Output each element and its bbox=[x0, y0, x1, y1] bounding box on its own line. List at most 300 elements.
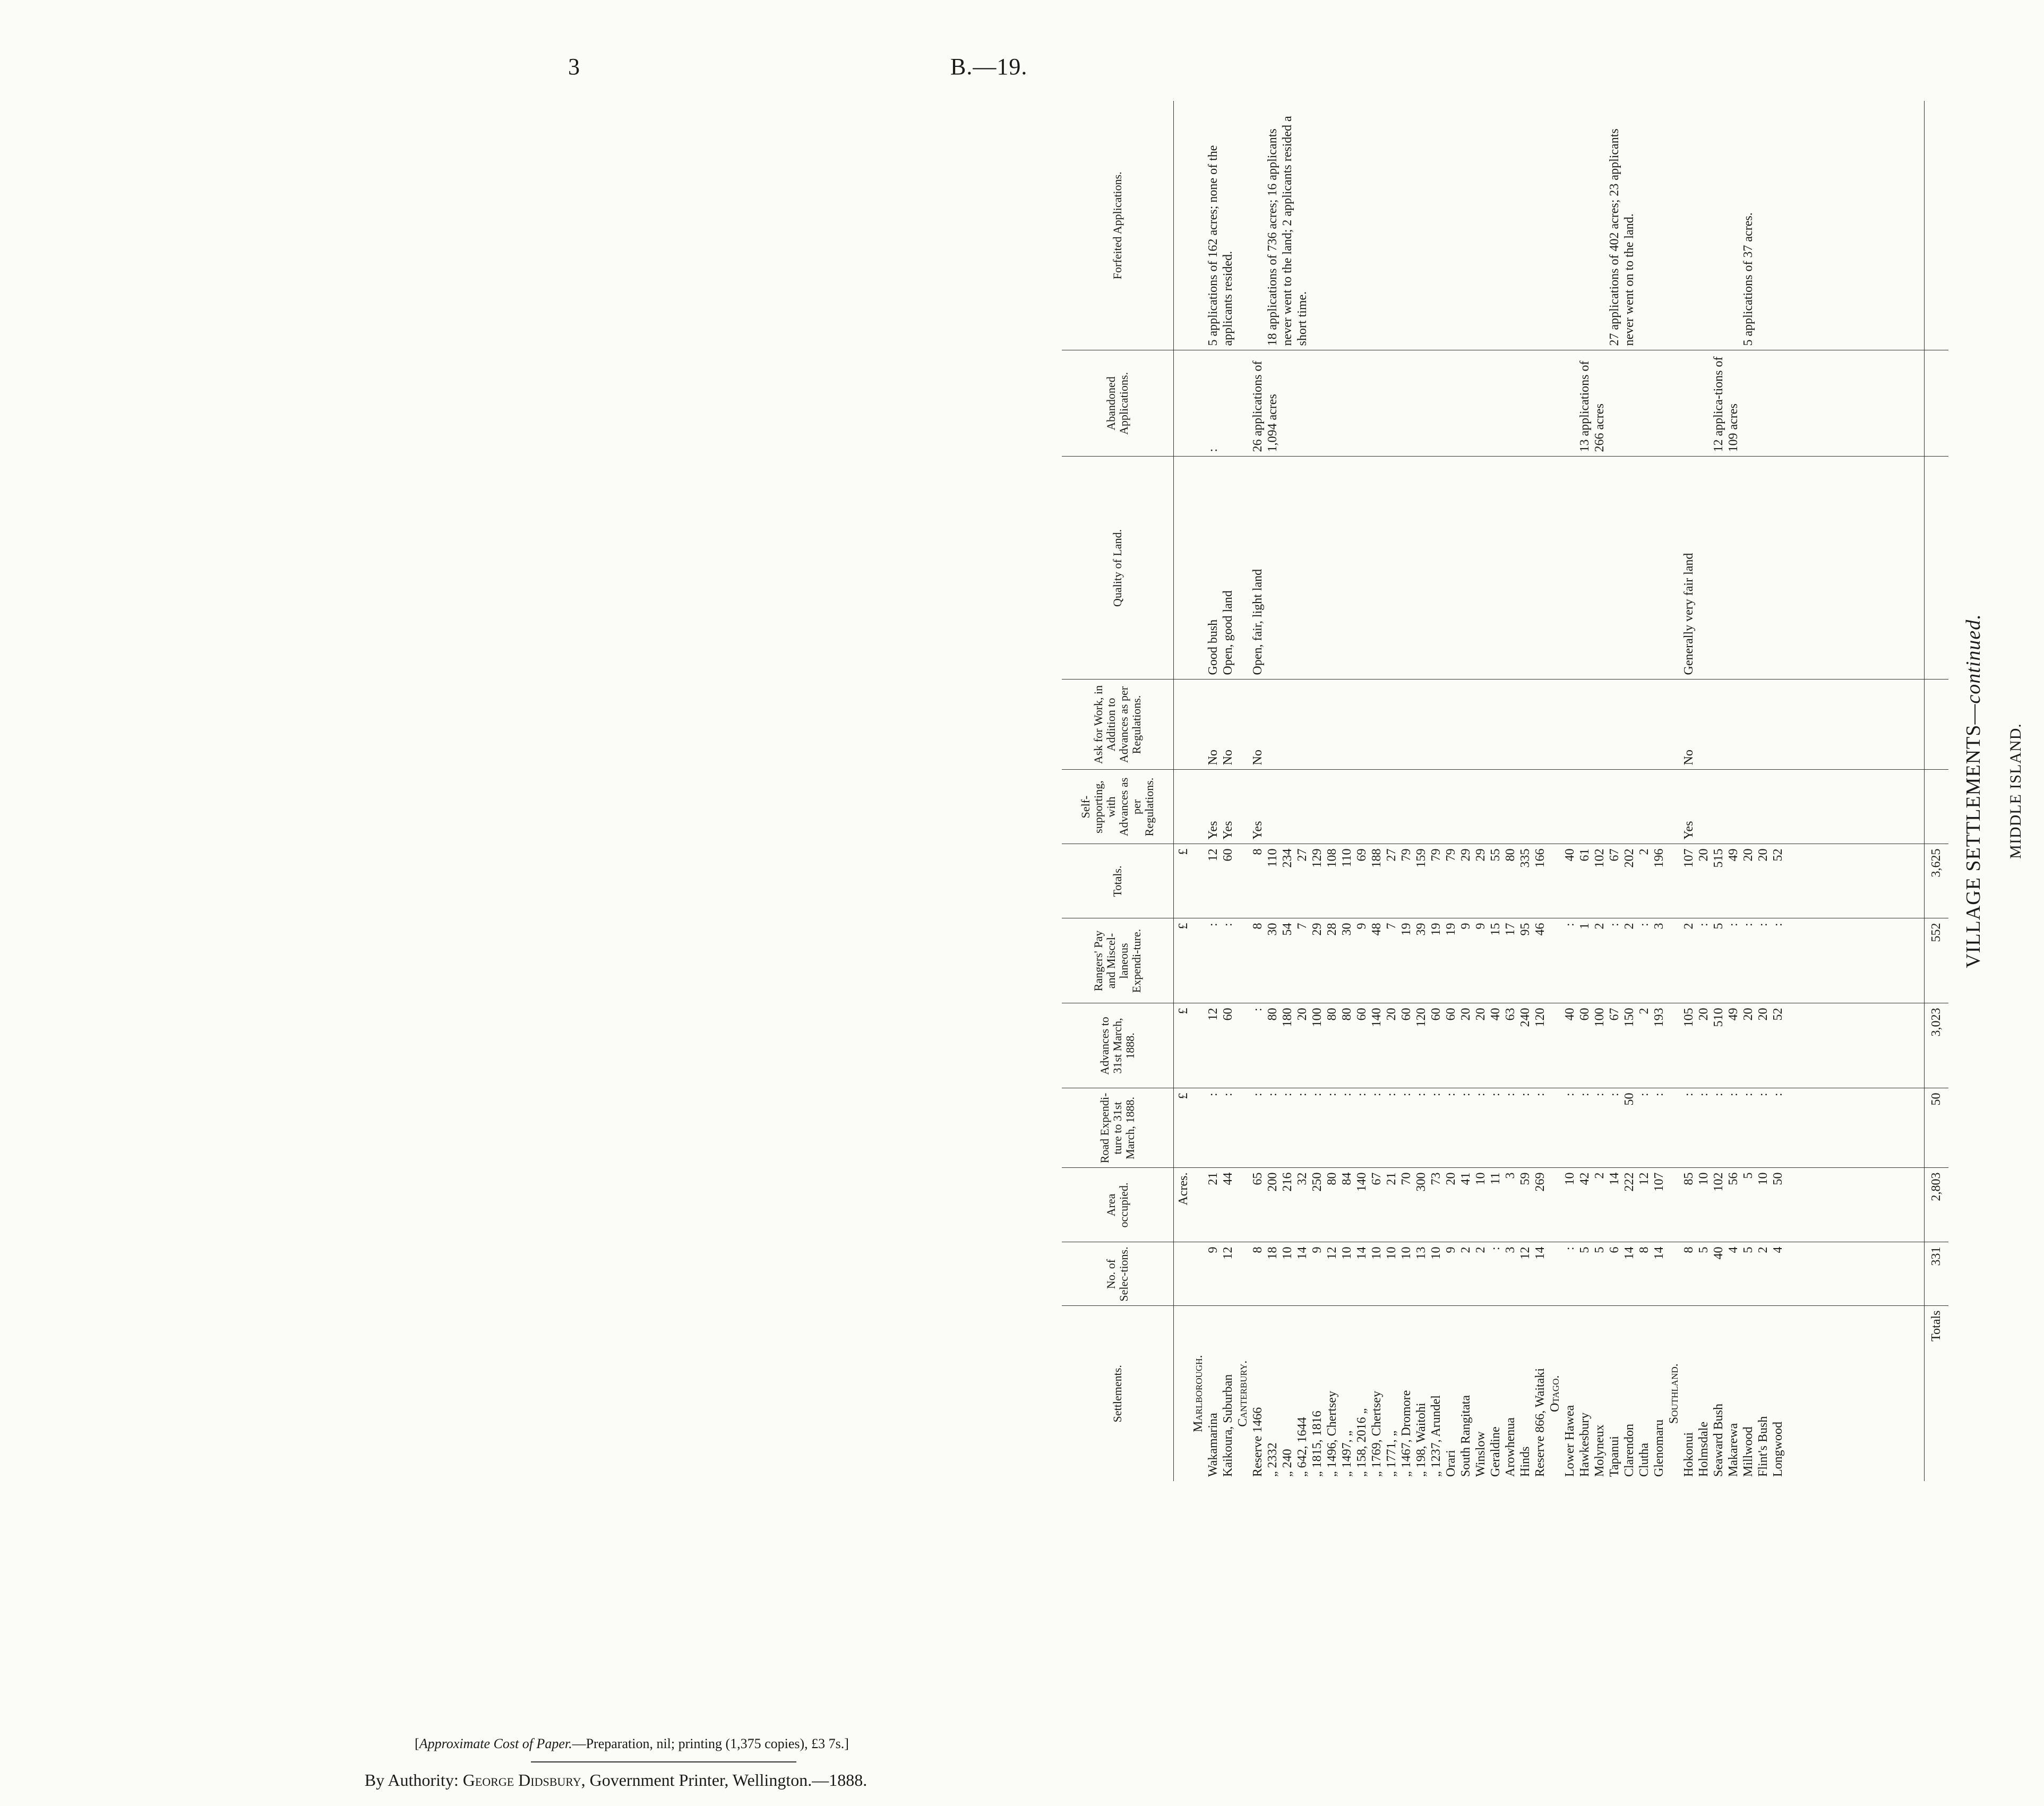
road-value: : bbox=[1681, 1093, 1696, 1097]
section-heading bbox=[1191, 923, 1206, 999]
advances-value: 80 bbox=[1339, 1008, 1354, 1021]
totals-value: 79 bbox=[1399, 848, 1413, 862]
road-value: : bbox=[1414, 1093, 1428, 1097]
rangers-value: : bbox=[1726, 923, 1740, 927]
quality-values bbox=[1173, 457, 1925, 680]
forfeited-value: 5 applications of 162 acres; none of the applicants resided. bbox=[1206, 145, 1235, 346]
ask-work-value: No bbox=[1221, 750, 1235, 766]
area-value: 5 bbox=[1741, 1172, 1755, 1179]
totals-rangers: 552 bbox=[1925, 918, 1948, 1003]
rangers-value: 95 bbox=[1518, 923, 1532, 936]
road-values bbox=[1173, 1088, 1925, 1168]
forfeited-value bbox=[1696, 105, 1711, 346]
quality-value: Generally very fair land bbox=[1681, 553, 1696, 675]
rangers-value: 19 bbox=[1399, 923, 1413, 936]
abandoned-value bbox=[1384, 355, 1399, 452]
settlement-name: Seaward Bush bbox=[1711, 1404, 1725, 1477]
advances-value: 20 bbox=[1741, 1008, 1755, 1021]
selections-value: 2 bbox=[1458, 1246, 1473, 1253]
ask-work-value bbox=[1265, 684, 1280, 766]
advances-value: 120 bbox=[1414, 1008, 1428, 1027]
totals-road: 50 bbox=[1925, 1088, 1948, 1168]
settlement-name: Arowhenua bbox=[1503, 1417, 1517, 1477]
road-value: : bbox=[1444, 1093, 1458, 1097]
section-heading bbox=[1562, 355, 1577, 452]
area-value: 10 bbox=[1473, 1172, 1488, 1185]
advances-value: 60 bbox=[1577, 1008, 1592, 1021]
selections-value: 10 bbox=[1280, 1246, 1294, 1260]
ask-work-value bbox=[1280, 684, 1295, 766]
section-heading bbox=[1548, 461, 1562, 675]
selections-value: : bbox=[1562, 1246, 1577, 1251]
advances-value: 80 bbox=[1325, 1008, 1339, 1021]
self-supporting-value: Yes bbox=[1681, 821, 1696, 840]
col-rangers: Rangers' Pay and Miscel-laneous Expendi-ture. bbox=[1062, 918, 1173, 1003]
totals-value: 79 bbox=[1444, 848, 1458, 862]
self-supporting-value bbox=[1310, 775, 1325, 840]
selections-value: 2 bbox=[1756, 1246, 1770, 1253]
section-heading bbox=[1667, 461, 1681, 675]
section-heading bbox=[1235, 849, 1250, 914]
abandoned-value bbox=[1354, 355, 1369, 452]
ask-work-value bbox=[1399, 684, 1414, 766]
road-value: : bbox=[1429, 1093, 1443, 1097]
area-value: 44 bbox=[1221, 1172, 1235, 1185]
rangers-value: 30 bbox=[1265, 923, 1279, 936]
selections-value: 8 bbox=[1681, 1246, 1696, 1253]
totals-value: 234 bbox=[1280, 848, 1294, 868]
selections-value: 12 bbox=[1518, 1246, 1532, 1260]
section-heading bbox=[1235, 1247, 1250, 1302]
advances-value: 67 bbox=[1607, 1008, 1621, 1021]
ask-work-value bbox=[1310, 684, 1325, 766]
area-value: 200 bbox=[1265, 1172, 1279, 1192]
selections-value: 12 bbox=[1325, 1246, 1339, 1260]
totals-value: 110 bbox=[1339, 848, 1354, 867]
area-value: 56 bbox=[1726, 1172, 1740, 1185]
totals-value: 67 bbox=[1607, 848, 1621, 862]
road-value: : bbox=[1771, 1093, 1785, 1097]
settlement-name: Flint's Bush bbox=[1756, 1416, 1770, 1477]
cost-note: [Approximate Cost of Paper.—Preparation, nil; printing (1,375 copies), £3 7s.] bbox=[415, 1736, 849, 1751]
settlement-name: „ 240 bbox=[1280, 1449, 1294, 1477]
forfeited-value bbox=[1756, 105, 1771, 346]
self-supporting-value bbox=[1577, 775, 1592, 840]
advances-value: 60 bbox=[1444, 1008, 1458, 1021]
totals-value: 80 bbox=[1503, 848, 1517, 862]
abandoned-value bbox=[1458, 355, 1473, 452]
section-heading bbox=[1191, 849, 1206, 914]
quality-value: Open, good land bbox=[1221, 590, 1235, 675]
area-value: 41 bbox=[1458, 1172, 1473, 1185]
road-value: : bbox=[1533, 1093, 1547, 1097]
selections-value: 3 bbox=[1503, 1246, 1517, 1253]
quality-value bbox=[1518, 461, 1533, 675]
selections-value: 5 bbox=[1592, 1246, 1607, 1253]
settlement-name: Hokonui bbox=[1681, 1432, 1696, 1477]
road-value: : bbox=[1399, 1093, 1413, 1097]
abandoned-values bbox=[1173, 350, 1925, 457]
area-value: 67 bbox=[1369, 1172, 1384, 1185]
abandoned-value bbox=[1785, 355, 1800, 452]
advances-value: 20 bbox=[1473, 1008, 1488, 1021]
forfeited-value bbox=[1384, 105, 1399, 346]
abandoned-value bbox=[1325, 355, 1339, 452]
rangers-value: 28 bbox=[1325, 923, 1339, 936]
unit-label: £ bbox=[1176, 1008, 1190, 1014]
rangers-value: 29 bbox=[1310, 923, 1324, 936]
self-supporting-value bbox=[1265, 775, 1280, 840]
area-value: 14 bbox=[1607, 1172, 1621, 1185]
forfeited-values bbox=[1173, 101, 1925, 350]
advances-value: 105 bbox=[1681, 1008, 1696, 1027]
area-values bbox=[1173, 1168, 1925, 1242]
self-supporting-value bbox=[1652, 775, 1667, 840]
forfeited-value bbox=[1488, 105, 1503, 346]
settlement-name: Clutha bbox=[1637, 1443, 1651, 1477]
forfeited-value bbox=[1711, 105, 1726, 346]
area-value: 102 bbox=[1711, 1172, 1725, 1192]
settlement-name: Wakamarina bbox=[1206, 1413, 1220, 1477]
ask-work-value bbox=[1771, 684, 1785, 766]
forfeited-value bbox=[1339, 105, 1354, 346]
settlement-name: Tapanui bbox=[1607, 1436, 1621, 1477]
settlement-name: „ 1237, Arundel bbox=[1429, 1395, 1443, 1477]
quality-value bbox=[1607, 461, 1622, 675]
abandoned-value bbox=[1310, 355, 1325, 452]
forfeited-value bbox=[1681, 105, 1696, 346]
ask-work-value bbox=[1488, 684, 1503, 766]
rangers-value: : bbox=[1221, 923, 1235, 927]
ask-work-value bbox=[1711, 684, 1726, 766]
totals-value: 49 bbox=[1726, 848, 1740, 862]
abandoned-value bbox=[1339, 355, 1354, 452]
quality-value bbox=[1429, 461, 1444, 675]
abandoned-value bbox=[1771, 355, 1785, 452]
self-supporting-value bbox=[1592, 775, 1607, 840]
col-forfeited: Forfeited Applications. bbox=[1062, 101, 1173, 350]
abandoned-value bbox=[1473, 355, 1488, 452]
forfeited-value bbox=[1830, 105, 1845, 346]
forfeited-value bbox=[1325, 105, 1339, 346]
rangers-value: : bbox=[1696, 923, 1711, 927]
totals-area: 2,803 bbox=[1925, 1168, 1948, 1242]
unit-label bbox=[1176, 355, 1191, 452]
forfeited-value bbox=[1815, 105, 1830, 346]
section-heading bbox=[1191, 1008, 1206, 1084]
self-supporting-value bbox=[1503, 775, 1518, 840]
section-heading bbox=[1191, 684, 1206, 766]
area-value: 73 bbox=[1429, 1172, 1443, 1185]
rangers-value: 7 bbox=[1384, 923, 1398, 930]
divider bbox=[531, 1761, 796, 1762]
selections-value: 2 bbox=[1473, 1246, 1488, 1253]
quality-value bbox=[1711, 461, 1726, 675]
road-value: : bbox=[1503, 1093, 1517, 1097]
advances-value: 150 bbox=[1622, 1008, 1636, 1027]
rangers-value: 8 bbox=[1250, 923, 1265, 930]
self-supporting-value bbox=[1696, 775, 1711, 840]
totals-value: 79 bbox=[1429, 848, 1443, 862]
quality-value bbox=[1637, 461, 1652, 675]
area-value: 85 bbox=[1681, 1172, 1696, 1185]
section-heading bbox=[1726, 105, 1741, 346]
selections-value: 5 bbox=[1577, 1246, 1592, 1253]
road-value: : bbox=[1741, 1093, 1755, 1097]
section-heading bbox=[1548, 1247, 1562, 1302]
settlement-names bbox=[1173, 1306, 1925, 1481]
totals-value: 40 bbox=[1562, 848, 1577, 862]
table-body-row bbox=[1173, 101, 1925, 1481]
advances-value: 60 bbox=[1354, 1008, 1369, 1021]
rangers-value: : bbox=[1771, 923, 1785, 927]
forfeited-value bbox=[1429, 105, 1444, 346]
ask-work-value bbox=[1503, 684, 1518, 766]
selections-value: 9 bbox=[1206, 1246, 1220, 1253]
road-value: : bbox=[1206, 1093, 1220, 1097]
area-value: 21 bbox=[1206, 1172, 1220, 1185]
section-heading bbox=[1696, 355, 1711, 452]
totals-value: 8 bbox=[1250, 848, 1265, 855]
advances-value: 120 bbox=[1533, 1008, 1547, 1027]
self-supporting-value bbox=[1429, 775, 1444, 840]
quality-value bbox=[1756, 461, 1771, 675]
ask-work-value bbox=[1652, 684, 1667, 766]
settlement-name: „ 198, Waitohi bbox=[1414, 1403, 1428, 1477]
forfeited-value bbox=[1785, 105, 1800, 346]
rangers-value: 39 bbox=[1414, 923, 1428, 936]
section-heading bbox=[1235, 355, 1250, 452]
advances-value: 49 bbox=[1726, 1008, 1740, 1021]
self-supporting-value bbox=[1280, 775, 1295, 840]
section-heading bbox=[1548, 1173, 1562, 1238]
self-supporting-value bbox=[1562, 775, 1577, 840]
col-abandoned: Abandoned Applications. bbox=[1062, 350, 1173, 457]
rangers-value: : bbox=[1741, 923, 1755, 927]
settlement-name: „ 1771, „ bbox=[1384, 1430, 1398, 1477]
section-heading bbox=[1191, 775, 1206, 840]
totals-value: 335 bbox=[1518, 848, 1532, 868]
col-advances: Advances to 31st March, 1888. bbox=[1062, 1003, 1173, 1088]
advances-value: 80 bbox=[1265, 1008, 1279, 1021]
rangers-value: : bbox=[1562, 923, 1577, 927]
abandoned-value bbox=[1221, 355, 1235, 452]
selections-value: 13 bbox=[1414, 1246, 1428, 1260]
totals-value: 188 bbox=[1369, 848, 1384, 868]
totals-value: 29 bbox=[1458, 848, 1473, 862]
section-heading bbox=[1191, 1247, 1206, 1302]
abandoned-value bbox=[1518, 355, 1533, 452]
settlement-name: „ 1769, Chertsey bbox=[1369, 1391, 1384, 1477]
abandoned-value bbox=[1533, 355, 1548, 452]
unit-label bbox=[1176, 461, 1191, 675]
totals-value: 110 bbox=[1265, 848, 1279, 867]
rangers-value: 9 bbox=[1354, 923, 1369, 930]
section-heading bbox=[1667, 1093, 1681, 1164]
totals-value: 515 bbox=[1711, 848, 1725, 868]
abandoned-value: 12 applica-tions of 109 acres bbox=[1711, 356, 1740, 452]
section-heading bbox=[1235, 775, 1250, 840]
area-value: 300 bbox=[1414, 1172, 1428, 1192]
rangers-value: : bbox=[1756, 923, 1770, 927]
self-supporting-value: Yes bbox=[1206, 821, 1220, 840]
selections-value: 14 bbox=[1622, 1246, 1636, 1260]
section-heading bbox=[1191, 1093, 1206, 1164]
col-quality: Quality of Land. bbox=[1062, 457, 1173, 680]
area-value: 10 bbox=[1562, 1172, 1577, 1185]
abandoned-value bbox=[1681, 355, 1696, 452]
self-supporting-value bbox=[1325, 775, 1339, 840]
ask-work-value: No bbox=[1681, 750, 1696, 766]
totals-value: 27 bbox=[1295, 848, 1309, 862]
advances-value: 20 bbox=[1696, 1008, 1711, 1021]
advances-value: 63 bbox=[1503, 1008, 1517, 1021]
settlement-name: „ 1815, 1816 bbox=[1310, 1411, 1324, 1477]
rangers-value: 1 bbox=[1577, 923, 1592, 930]
section-heading bbox=[1235, 1173, 1250, 1238]
abandoned-value bbox=[1548, 355, 1562, 452]
quality-value bbox=[1533, 461, 1548, 675]
section-heading bbox=[1667, 775, 1681, 840]
ask-work-value bbox=[1444, 684, 1458, 766]
road-value: : bbox=[1354, 1093, 1369, 1097]
self-supporting-value bbox=[1399, 775, 1414, 840]
unit-label bbox=[1176, 684, 1191, 766]
road-value: : bbox=[1310, 1093, 1324, 1097]
advances-value: 60 bbox=[1399, 1008, 1413, 1021]
selections-value: 40 bbox=[1711, 1246, 1725, 1260]
ask-work-value bbox=[1756, 684, 1771, 766]
abandoned-value bbox=[1444, 355, 1458, 452]
ask-work-value bbox=[1592, 684, 1607, 766]
settlement-name: Makarewa bbox=[1726, 1423, 1740, 1477]
forfeited-value bbox=[1399, 105, 1414, 346]
rangers-value: : bbox=[1637, 923, 1651, 927]
selections-value: 10 bbox=[1429, 1246, 1443, 1260]
totals-value: 12 bbox=[1206, 848, 1220, 862]
settlement-name: Clarendon bbox=[1622, 1424, 1636, 1477]
page-subtitle: MIDDLE ISLAND. bbox=[2007, 723, 2024, 859]
section-heading: Canterbury. bbox=[1235, 1360, 1250, 1427]
quality-value bbox=[1444, 461, 1458, 675]
selections-value: 12 bbox=[1221, 1246, 1235, 1260]
settlement-name: Holmsdale bbox=[1696, 1422, 1711, 1477]
totals-value: 166 bbox=[1533, 848, 1547, 868]
forfeited-value bbox=[1667, 105, 1681, 346]
ask-work-value: No bbox=[1206, 750, 1220, 766]
advances-value: 193 bbox=[1652, 1008, 1666, 1027]
area-value: 216 bbox=[1280, 1172, 1294, 1192]
totals-value: 29 bbox=[1473, 848, 1488, 862]
abandoned-value bbox=[1756, 355, 1771, 452]
rangers-value: 48 bbox=[1369, 923, 1384, 936]
forfeited-value bbox=[1473, 105, 1488, 346]
totals-value: 61 bbox=[1577, 848, 1592, 862]
totals-value: 60 bbox=[1221, 848, 1235, 862]
road-value: : bbox=[1458, 1093, 1473, 1097]
forfeited-value bbox=[1235, 105, 1250, 346]
area-value: 12 bbox=[1637, 1172, 1651, 1185]
abandoned-value bbox=[1369, 355, 1384, 452]
forfeited-value bbox=[1414, 105, 1429, 346]
self-supporting-value bbox=[1458, 775, 1473, 840]
ask-work-value bbox=[1369, 684, 1384, 766]
advances-value: 100 bbox=[1310, 1008, 1324, 1027]
ask-work-value bbox=[1607, 684, 1622, 766]
area-value: 59 bbox=[1518, 1172, 1532, 1185]
advances-value: 20 bbox=[1295, 1008, 1309, 1021]
totals-value: 20 bbox=[1756, 848, 1770, 862]
rangers-value: 2 bbox=[1622, 923, 1636, 930]
settlement-name: Winslow bbox=[1473, 1431, 1488, 1477]
settlement-name: „ 1497, „ bbox=[1339, 1430, 1354, 1477]
settlement-name: „ 1467, Dromore bbox=[1399, 1390, 1413, 1477]
settlement-name: South Rangitata bbox=[1458, 1395, 1473, 1477]
section-heading bbox=[1235, 1093, 1250, 1164]
advances-value: : bbox=[1250, 1008, 1265, 1012]
totals-value: 52 bbox=[1771, 848, 1785, 862]
col-selections: No. of Selec-tions. bbox=[1062, 1242, 1173, 1306]
totals-totals: 3,625 bbox=[1925, 844, 1948, 918]
section-heading bbox=[1235, 684, 1250, 766]
abandoned-value bbox=[1622, 355, 1637, 452]
selections-value: 4 bbox=[1726, 1246, 1740, 1253]
ask-work-value bbox=[1295, 684, 1310, 766]
header-row bbox=[1062, 101, 1173, 1481]
col-ask-work: Ask for Work, in Addition to Advances as per Regulations. bbox=[1062, 680, 1173, 770]
quality-value bbox=[1280, 461, 1295, 675]
rangers-value: 19 bbox=[1444, 923, 1458, 936]
totals-value: 107 bbox=[1681, 848, 1696, 868]
road-value: : bbox=[1325, 1093, 1339, 1097]
quality-value bbox=[1399, 461, 1414, 675]
ask-work-value bbox=[1533, 684, 1548, 766]
advances-value: 510 bbox=[1711, 1008, 1725, 1027]
advances-value: 40 bbox=[1562, 1008, 1577, 1021]
rangers-value: : bbox=[1206, 923, 1220, 927]
quality-value bbox=[1310, 461, 1325, 675]
totals-value: 20 bbox=[1741, 848, 1755, 862]
quality-value bbox=[1325, 461, 1339, 675]
road-value: : bbox=[1711, 1093, 1725, 1097]
selections-value: 14 bbox=[1533, 1246, 1547, 1260]
area-value: 84 bbox=[1339, 1172, 1354, 1185]
col-totals: Totals. bbox=[1062, 844, 1173, 918]
totals-value: 102 bbox=[1592, 848, 1607, 868]
ask-work-value bbox=[1339, 684, 1354, 766]
ask-work-value bbox=[1622, 684, 1637, 766]
unit-label bbox=[1176, 775, 1191, 840]
self-supporting-value bbox=[1726, 775, 1741, 840]
road-value: : bbox=[1369, 1093, 1384, 1097]
selections-value: 10 bbox=[1384, 1246, 1398, 1260]
page-title: VILLAGE SETTLEMENTS—continued. bbox=[1962, 614, 1985, 968]
section-heading bbox=[1191, 355, 1206, 452]
forfeited-value bbox=[1518, 105, 1533, 346]
quality-value bbox=[1562, 461, 1577, 675]
self-supporting-value: Yes bbox=[1221, 821, 1235, 840]
self-supporting-value bbox=[1354, 775, 1369, 840]
section-heading: Southland. bbox=[1667, 1363, 1681, 1424]
totals-value: 196 bbox=[1652, 848, 1666, 868]
totals-advances: 3,023 bbox=[1925, 1003, 1948, 1088]
selections-value: 10 bbox=[1369, 1246, 1384, 1260]
self-supporting-value bbox=[1473, 775, 1488, 840]
totals-value: 69 bbox=[1354, 848, 1369, 862]
page-number: 3 bbox=[568, 54, 580, 80]
road-value: : bbox=[1696, 1093, 1711, 1097]
area-value: 70 bbox=[1399, 1172, 1413, 1185]
